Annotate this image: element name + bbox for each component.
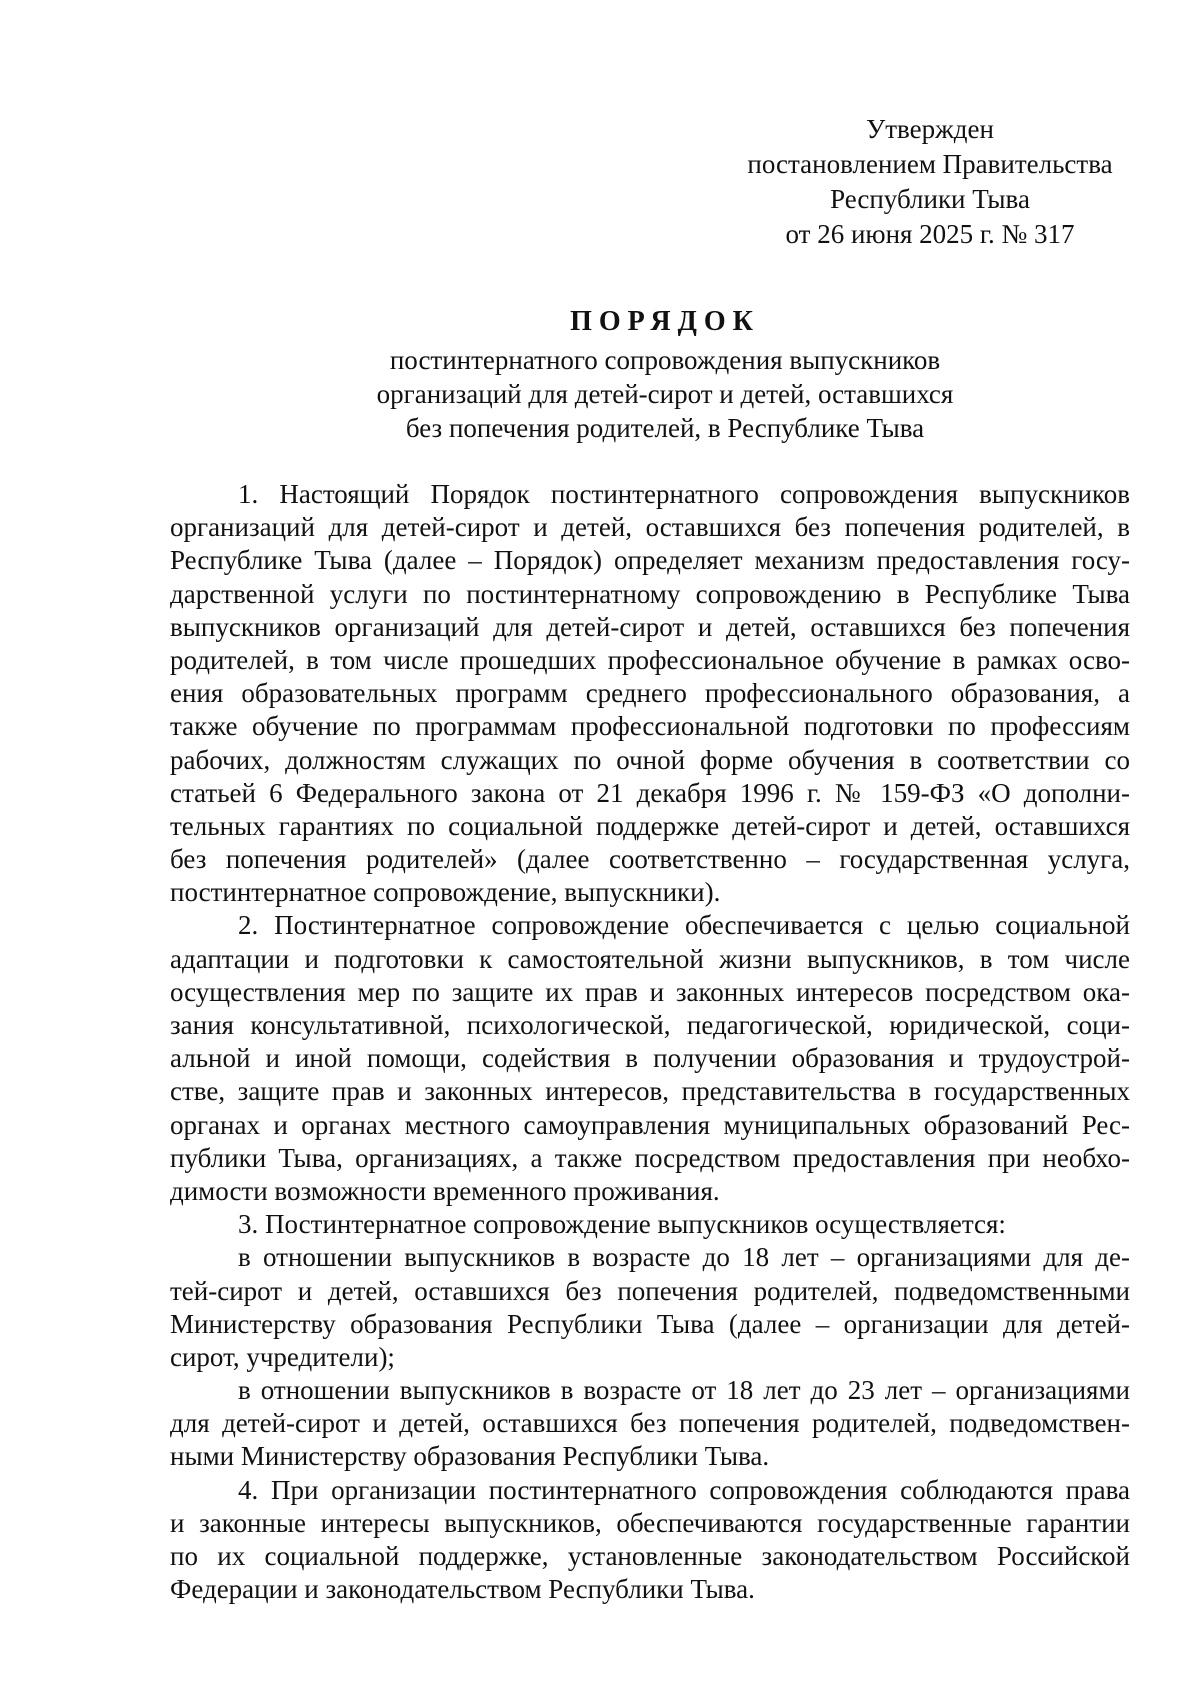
paragraph-line: ения образовательных программ среднего профессионального образования, а xyxy=(170,678,1130,709)
paragraph-line: выпускников организаций для детей-сирот и детей, оставшихся без попечения xyxy=(170,611,1130,642)
paragraph-line: тей-сирот и детей, оставшихся без попечения родителей, подведомственными xyxy=(170,1275,1130,1306)
paragraph-line: 1. Настоящий Порядок постинтернатного сопровождения выпускников xyxy=(238,479,1130,509)
paragraph-line: для детей-сирот и детей, оставшихся без попечения родителей, подведомствен- xyxy=(170,1408,1130,1439)
paragraph-line: стве, защите прав и законных интересов, представительства в государственных xyxy=(170,1076,1130,1107)
paragraph xyxy=(170,478,1130,909)
approval-stamp xyxy=(730,112,1130,252)
approval-line: постановлением Правительства xyxy=(747,149,1113,179)
paragraph xyxy=(170,1474,1130,1607)
paragraph-line: димости возможности временного проживания. xyxy=(170,1175,720,1206)
paragraph-line: зания консультативной, психологической, педагогической, юридической, соци- xyxy=(170,1010,1130,1040)
paragraph-line: в отношении выпускников в возрасте от 18 лет до 23 лет – организациями xyxy=(238,1375,1130,1406)
paragraph-line: родителей, в том числе прошедших профессиональное обучение в рамках осво- xyxy=(170,644,1130,675)
document-title: ПОРЯДОК xyxy=(570,306,760,337)
paragraph xyxy=(170,909,1130,1208)
paragraph xyxy=(170,1208,1130,1241)
paragraph-line: постинтернатное сопровождение, выпускники). xyxy=(170,877,721,908)
paragraph-line: альной и иной помощи, содействия в получении образования и трудоустрой- xyxy=(170,1043,1130,1074)
paragraph-line: без попечения родителей» (далее соответственно – государственная услуга, xyxy=(170,844,1130,875)
paragraph-line: также обучение по программам профессиональной подготовки по профессиям xyxy=(170,711,1130,742)
document-subtitle xyxy=(170,343,1160,445)
paragraph-line: органах и органах местного самоуправления муниципальных образований Рес- xyxy=(170,1109,1130,1140)
paragraph-line: организаций для детей-сирот и детей, оставшихся без попечения родителей, в xyxy=(170,512,1130,543)
paragraph-line: и законные интересы выпускников, обеспечиваются государственные гарантии xyxy=(170,1507,1130,1538)
paragraph-line: Республике Тыва (далее – Порядок) определяет механизм предоставления госу- xyxy=(170,545,1130,576)
paragraph-line: сирот, учредители); xyxy=(170,1341,395,1372)
paragraph-line: тельных гарантиях по социальной поддержке детей-сирот и детей, оставшихся xyxy=(170,810,1130,841)
paragraph-line: дарственной услуги по постинтернатному сопровождению в Республике Тыва xyxy=(170,578,1130,609)
paragraph-line: 3. Постинтернатное сопровождение выпускников осуществляется: xyxy=(238,1209,1006,1240)
subtitle-line: постинтернатного сопровождения выпускников xyxy=(389,345,941,375)
document-body xyxy=(170,478,1130,1606)
paragraph-line: публики Тыва, организациях, а также посредством предоставления при необхо- xyxy=(170,1142,1130,1173)
paragraph-line: ными Министерству образования Республики Тыва. xyxy=(170,1441,770,1472)
paragraph xyxy=(170,1374,1130,1474)
title-block xyxy=(170,304,1160,445)
paragraph xyxy=(170,1241,1130,1374)
paragraph-line: Министерству образования Республики Тыва (далее – организации для детей- xyxy=(170,1308,1130,1339)
paragraph-line: 4. При организации постинтернатного сопровождения соблюдаются права xyxy=(238,1474,1130,1505)
paragraph-line: статьей 6 Федерального закона от 21 декабря 1996 г. № 159-ФЗ «О дополни- xyxy=(170,777,1130,808)
paragraph-line: 2. Постинтернатное сопровождение обеспечивается с целью социальной xyxy=(238,910,1130,941)
paragraph-line: в отношении выпускников в возрасте до 18 лет – организациями для де- xyxy=(238,1242,1130,1273)
subtitle-line: без попечения родителей, в Республике Тыва xyxy=(405,413,925,443)
paragraph-line: Федерации и законодательством Республики Тыва. xyxy=(170,1574,755,1605)
approval-line: Республики Тыва xyxy=(830,184,1030,214)
paragraph-line: осуществления мер по защите их прав и законных интересов посредством ока- xyxy=(170,976,1130,1007)
paragraph-line: рабочих, должностям служащих по очной форме обучения в соответствии со xyxy=(170,744,1130,775)
subtitle-line: организаций для детей-сирот и детей, оставшихся xyxy=(376,379,954,409)
approval-line: от 26 июня 2025 г. № 317 xyxy=(785,219,1075,249)
approval-line: Утвержден xyxy=(866,114,994,144)
paragraph-line: адаптации и подготовки к самостоятельной жизни выпускников, в том числе xyxy=(170,943,1130,974)
paragraph-line: по их социальной поддержке, установленные законодательством Российской xyxy=(170,1541,1130,1571)
